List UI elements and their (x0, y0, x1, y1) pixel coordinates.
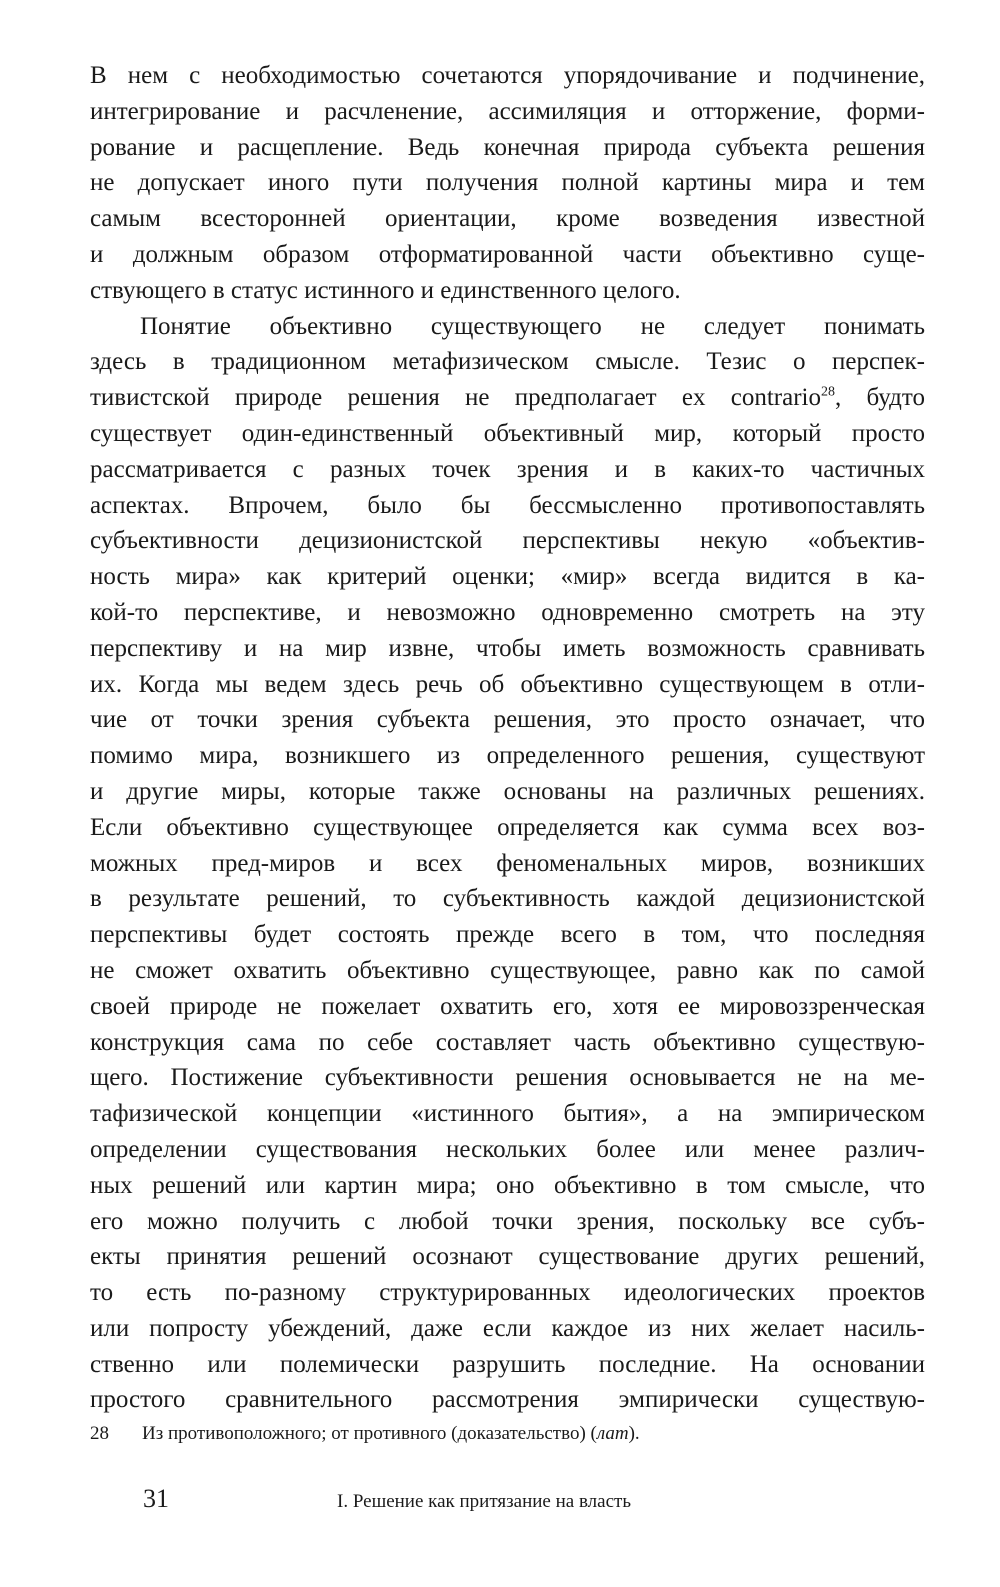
text-line: то есть по-разному структурированных идеологических проектов (90, 1279, 925, 1307)
text-line: рассматривается с разных точек зрения и в каких-то частичных (90, 455, 925, 483)
text-line: ствующего в статус истинного и единственного целого. (90, 276, 681, 304)
text-line: помимо мира, возникшего из определенного решения, существуют (90, 742, 925, 770)
text-line: аспектах. Впрочем, было бы бессмысленно противопоставлять (90, 491, 925, 519)
text-line: его можно получить с любой точки зрения, поскольку все субъ- (90, 1207, 925, 1235)
page-number: 31 (143, 1484, 169, 1513)
text-line: Понятие объективно существующего не следует понимать (140, 312, 925, 340)
footnote-marker: 28 (820, 384, 835, 400)
text-line: перспективы будет состоять прежде всего в том, что последняя (90, 921, 925, 949)
text-line: ность мира» как критерий оценки; «мир» всегда видится в ка- (90, 563, 925, 591)
text-segment: тивистской природе решения не предполагает ex contrario (90, 384, 821, 412)
text-line: В нем с необходимостью сочетаются упорядочивание и подчинение, (90, 62, 925, 89)
text-line: ных решений или картин мира; оно объективно в том смысле, что (90, 1171, 925, 1199)
text-line: конструкция сама по себе составляет часть объективно существую- (90, 1028, 925, 1056)
text-line: определении существования нескольких более или менее различ- (90, 1135, 925, 1163)
footnote-text: Из противоположного; от противного (доказательство) ( (142, 1423, 597, 1444)
footnote-italic: лат (596, 1423, 629, 1444)
text-line: рование и расщепление. Ведь конечная природа субъекта решения (90, 133, 925, 161)
text-line: их. Когда мы ведем здесь речь об объективно существующем в отли- (90, 670, 925, 698)
text-line: екты принятия решений осознают существование других решений, (90, 1243, 925, 1271)
text-line: чие от точки зрения субъекта решения, это просто означает, что (90, 706, 925, 734)
text-line-with-footnote (90, 380, 925, 416)
main-text (90, 58, 925, 1418)
text-line: субъективности децизионистской перспективы некую «объектив- (90, 527, 925, 555)
text-segment: , будто (834, 384, 925, 412)
text-line: самым всесторонней ориентации, кроме возведения известной (90, 205, 925, 233)
text-line: можных пред-миров и всех феноменальных миров, возникших (90, 849, 925, 877)
text-line: интегрирование и расчленение, ассимиляция и отторжение, форми- (90, 97, 925, 125)
running-head: I. Решение как притязание на власть (337, 1491, 631, 1512)
text-line: кой-то перспективе, и невозможно одновременно смотреть на эту (90, 598, 925, 626)
text-line: простого сравнительного рассмотрения эмпирически существую- (90, 1386, 925, 1414)
footnote (90, 1422, 925, 1446)
text-line: щего. Постижение субъективности решения основывается не на ме- (90, 1064, 925, 1092)
text-line: или попросту убеждений, даже если каждое из них желает насиль- (90, 1314, 925, 1342)
text-line: и должным образом отформатированной части объективно суще- (90, 240, 925, 268)
footnote-end: ). (628, 1423, 640, 1444)
text-line: Если объективно существующее определяется как сумма всех воз- (90, 813, 925, 841)
text-line: ственно или полемически разрушить последние. На основании (90, 1350, 925, 1378)
text-line: тафизической концепции «истинного бытия», а на эмпирическом (90, 1100, 925, 1128)
text-line: не допускает иного пути получения полной картины мира и тем (90, 169, 925, 197)
text-line: в результате решений, то субъективность каждой децизионистской (90, 885, 925, 913)
text-line: здесь в традиционном метафизическом смысле. Тезис о перспек- (90, 348, 925, 376)
text-line: существует один-единственный объективный мир, который просто (90, 419, 925, 447)
text-line: перспективу и на мир извне, чтобы иметь возможность сравнивать (90, 634, 925, 662)
footnote-number: 28 (90, 1423, 109, 1444)
text-line: не сможет охватить объективно существующее, равно как по самой (90, 956, 925, 984)
text-line: и другие миры, которые также основаны на различных решениях. (90, 777, 925, 805)
text-line: своей природе не пожелает охватить его, хотя ее мировоззренческая (90, 992, 925, 1020)
